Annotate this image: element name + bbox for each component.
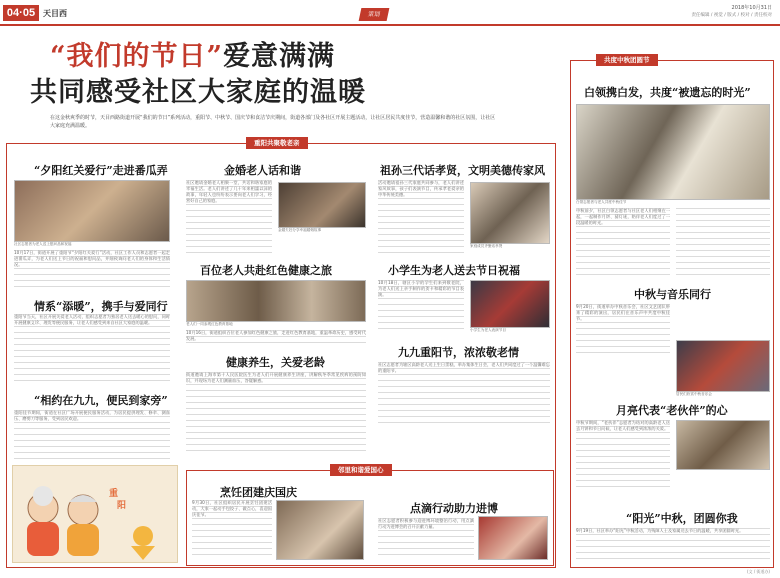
article-body: 重阳节当天，社区开展关爱老人活动，组织志愿者为独居老人送去暖心的慰问，同时开展健康义诊、理发等便民服务，让老人们感受到来自社区大家庭的温暖。 bbox=[14, 314, 170, 386]
news-photo bbox=[576, 104, 770, 200]
article-body: 社区邀请金婚老人相聚一堂，共话和谐家庭的幸福生活。老人们讲述了几十年来相濡以沫的故事，年轻人也纷纷表示要向老人们学习，经营好自己的家庭。 bbox=[186, 180, 272, 254]
article-body: 10月17日，街道开展了重阳节“夕阳红关爱行”活动，社区工作人员和志愿者一起走进番瓜弄，为老人们送上节日的祝福和慰问品，并细致询问老人们的身体和生活情况。 bbox=[14, 250, 170, 290]
page-header bbox=[0, 0, 780, 26]
edition-name: 天目西 bbox=[43, 9, 67, 18]
article-title: 中秋与音乐同行 bbox=[634, 288, 711, 301]
lead-paragraph: 在这金秋爽季的时节，天目西路街道开展“我们的节日”系列活动，重阳节、中秋节、国庆节和食洁节庆期间，街道各部门及各社区开展主题活动，让社区居民共度佳节，营造温馨和谐的社区氛围，让社区大家庭充满温暖。 bbox=[50, 115, 496, 129]
article-title: 小学生为老人送去节日祝福 bbox=[388, 264, 520, 277]
headline-rest: 爱意满满 bbox=[223, 41, 336, 72]
page-number: 04·05 bbox=[3, 5, 39, 21]
news-photo bbox=[470, 280, 550, 328]
zhongqiu-banner: 共度中秋团圆节 bbox=[596, 54, 658, 66]
article-body: 社区志愿者为辖区高龄老人送上生日蛋糕，举办集体生日会，老人们共同度过了一个温馨难忘的重阳节。 bbox=[378, 362, 550, 428]
news-photo bbox=[14, 180, 170, 242]
article-body: 10月18日，辖区小学的学生们来到敬老院，为老人们送上亲手制作的贺卡和精彩的节目表演。 bbox=[378, 280, 464, 330]
article-title: “相约在九九，便民到家旁” bbox=[34, 394, 168, 407]
photo-caption: 小学生为老人表演节目 bbox=[470, 328, 506, 332]
article-title: 烹饪团建庆国庆 bbox=[220, 486, 297, 499]
editor-credits: 责任编辑 / 视觉 / 版式 / 校对 / 责任校对 bbox=[691, 13, 772, 18]
linli-banner: 邻里和谐爱国心 bbox=[330, 464, 392, 476]
news-photo bbox=[186, 280, 366, 322]
section-tag: 策划 bbox=[359, 8, 390, 21]
article-title: 月亮代表“老伙伴”的心 bbox=[616, 404, 728, 417]
headline-line-2: 共同感受社区大家庭的温暖 bbox=[30, 77, 366, 108]
news-photo bbox=[470, 182, 550, 244]
headline-line-1 bbox=[50, 34, 335, 73]
article-body: 9月20日，街道举办中秋音乐会，社区文艺团队带来了精彩的演出，居民们在音乐声中共度中秋佳节。 bbox=[576, 304, 670, 354]
photo-caption: 家庭成员齐聚话孝贤 bbox=[470, 244, 503, 248]
photo-caption: 老人们一同参观红色教育基地 bbox=[186, 322, 233, 326]
photo-caption: 金婚夫妇分享幸福婚姻故事 bbox=[278, 228, 322, 232]
photo-caption: 居民们欣赏中秋音乐会 bbox=[676, 392, 712, 396]
article-title: 九九重阳节，浓浓敬老情 bbox=[398, 346, 519, 359]
article-body: 街道邀请上海市第十人民医院医生为老人们开展健康养生讲座，讲解秋冬季常见疾病的预防知识，并现场为老人们测量血压，答疑解惑。 bbox=[186, 372, 366, 454]
news-photo bbox=[478, 516, 548, 560]
article-title: 情系“添暖”，携手与爱同行 bbox=[34, 300, 168, 313]
article-title: 百位老人共赴红色健康之旅 bbox=[200, 264, 332, 277]
headline-quote: “我们的节日” bbox=[50, 41, 224, 72]
article-title: “夕阳红关爱行”走进番瓜弄 bbox=[34, 164, 168, 177]
article-title: 金婚老人话和谐 bbox=[224, 164, 301, 177]
photo-caption: 白领志愿者与老人共度中秋佳节 bbox=[576, 200, 627, 204]
photo-caption: 社区志愿者为老人送上慰问品和祝福 bbox=[14, 242, 72, 246]
illustration-text: 阳 bbox=[117, 501, 127, 511]
footer-credit: (文 / 街道办) bbox=[746, 569, 770, 574]
news-photo bbox=[278, 182, 366, 228]
article-body: 9月19日，社区举办“阳光”中秋活动，为残障人士及家属送去节日的温暖，共享团圆时光。 bbox=[576, 528, 770, 560]
news-photo bbox=[676, 340, 770, 392]
article-body: 中秋前夕，社区白领志愿者与社区老人们相聚在一起，一起制作月饼、猜灯谜，陪伴老人们度过了一段温暖的时光。 bbox=[576, 208, 670, 278]
article-body: 中秋节期间，“老伙伴”志愿者为结对的高龄老人送去月饼和节日问候，让老人们感受到浓浓的关爱。 bbox=[576, 420, 670, 492]
issue-date: 2018年10月31日 bbox=[731, 5, 772, 11]
article-body: 重阳佳节期间，街道在社区广场开展便民服务活动，为居民提供理发、修伞、测血压、磨剪刀等服务，受到居民欢迎。 bbox=[14, 410, 170, 460]
article-title: 祖孙三代话孝贤，文明美德传家风 bbox=[380, 164, 545, 177]
chongyang-banner: 重阳共聚敬老亲 bbox=[246, 137, 308, 149]
article-body: 10月16日，街道组织百位老人参加红色健康之旅，走进红色教育基地，重温革命历史，感受时代发展。 bbox=[186, 330, 366, 348]
article-body: 社区志愿者积极参与迎进博环境整治行动，用点滴行动为进博会的召开贡献力量。 bbox=[378, 518, 474, 560]
article-title: 白领携白发，共度“被遗忘的时光” bbox=[584, 86, 751, 99]
article-body: 活动邀请祖孙三代家庭共同参与，老人们讲述家风故事，孩子们表演节目，传承孝老爱亲的中华传统美德。 bbox=[378, 180, 464, 254]
chongyang-illustration bbox=[12, 465, 178, 563]
illustration-text: 重 bbox=[109, 489, 119, 499]
article-body: 9月30日，社区组织居民开展烹饪团建活动，大家一起动手包饺子、做点心，喜迎国庆佳节。 bbox=[192, 500, 272, 560]
news-photo bbox=[276, 500, 364, 560]
article-body-cont bbox=[676, 208, 770, 278]
article-title: “阳光”中秋，团圆你我 bbox=[626, 512, 738, 525]
article-title: 点滴行动助力进博 bbox=[410, 502, 498, 515]
elderly-couple-icon bbox=[13, 466, 178, 563]
article-title: 健康养生，关爱老龄 bbox=[226, 356, 325, 369]
news-photo bbox=[676, 420, 770, 470]
